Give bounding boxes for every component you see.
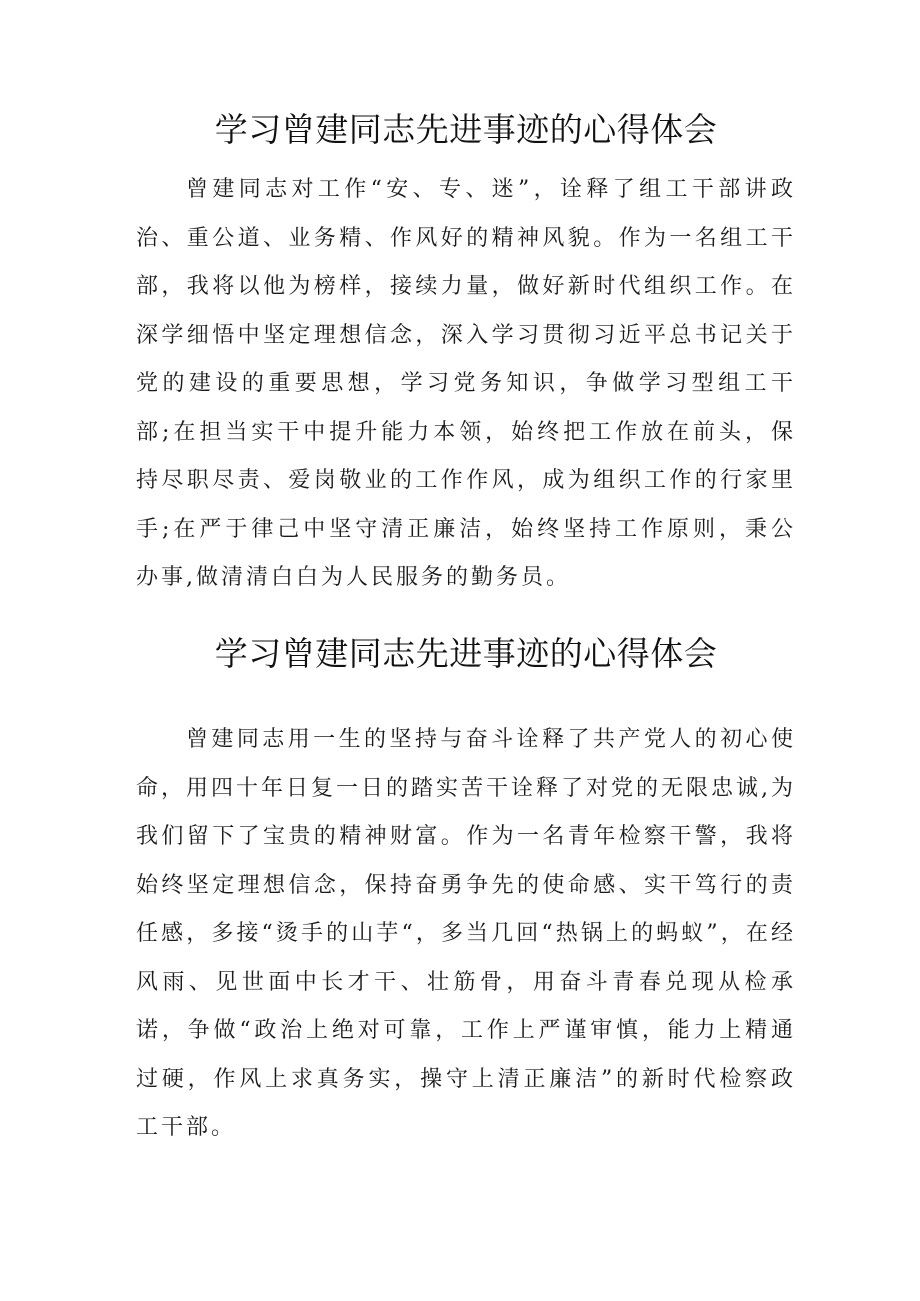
section-body: 曾建同志用一生的坚持与奋斗诠释了共产党人的初心使命，用四十年日复一日的踏实苦干诠释了对党的无限忠诚,为我们留下了宝贵的精神财富。作为一名青年检察干警，我将始终坚定理想信念，保持奋勇争先的使命感、实干笃行的责任感，多接“烫手的山芋“，多当几回“热锅上的蚂蚁”，在经风雨、见世面中长才干、壮筋骨，用奋斗青春兑现从检承诺，争做“政治上绝对可靠，工作上严谨审慎，能力上精通过硬，作风上求真务实，操守上清正廉洁”的新时代检察政工干部。	[136, 727, 796, 1140]
essay-section-1	[136, 108, 796, 603]
section-body: 曾建同志对工作“安、专、迷”，诠释了组工干部讲政治、重公道、业务精、作风好的精神风貌。作为一名组工干部，我将以他为榜样，接续力量，做好新时代组织工作。在深学细悟中坚定理想信念，深入学习贯彻习近平总书记关于党的建设的重要思想，学习党务知识，争做学习型组工干部;在担当实干中提升能力本领，始终把工作放在前头，保持尽职尽责、爱岗敬业的工作作风，成为组织工作的行家里手;在严于律己中坚守清正廉洁，始终坚持工作原则，秉公办事,做清清白白为人民服务的勤务员。	[136, 177, 796, 590]
essay-section-2	[136, 632, 796, 1153]
section-title: 学习曾建同志先进事迹的心得体会	[214, 110, 718, 149]
section-title: 学习曾建同志先进事迹的心得体会	[214, 634, 718, 673]
